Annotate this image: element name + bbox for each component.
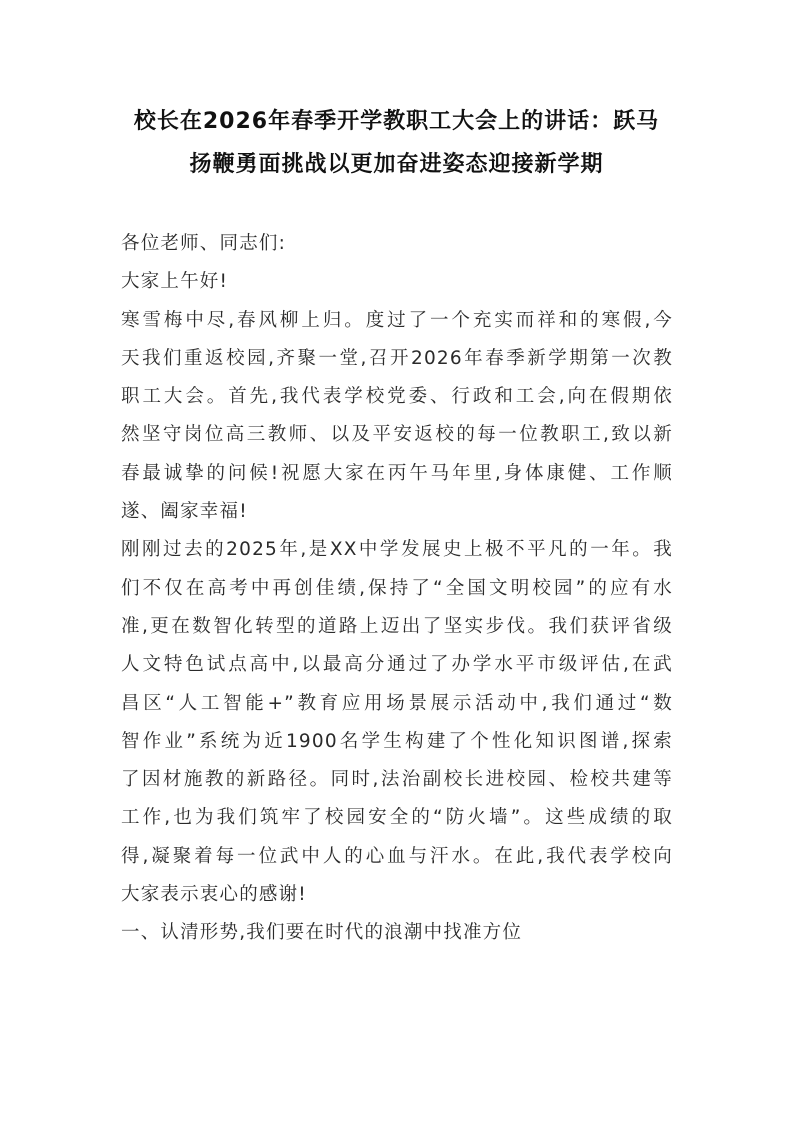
paragraph-line: 们不仅在高考中再创佳绩,保持了“全国文明校园”的应有水 — [121, 577, 673, 599]
paragraph-line: 智作业”系统为近1900名学生构建了个性化知识图谱,探索 — [121, 730, 673, 752]
greeting: 大家上午好! — [121, 271, 229, 293]
section-heading: 一、认清形势,我们要在时代的浪潮中找准方位 — [121, 922, 523, 944]
paragraph-line: 刚刚过去的2025年,是XX中学发展史上极不平凡的一年。我 — [121, 539, 673, 561]
paragraph-line: 工作,也为我们筑牢了校园安全的“防火墙”。这些成绩的取 — [121, 807, 673, 829]
paragraph-line: 准,更在数智化转型的道路上迈出了坚实步伐。我们获评省级 — [121, 615, 673, 637]
paragraph-line: 然坚守岗位高三教师、以及平安返校的每一位教职工,致以新 — [121, 424, 673, 446]
document-title — [100, 100, 693, 186]
paragraph-line: 天我们重返校园,齐聚一堂,召开2026年春季新学期第一次教 — [121, 347, 673, 369]
document-body — [121, 225, 673, 953]
paragraph-line: 职工大会。首先,我代表学校党委、行政和工会,向在假期依 — [121, 386, 673, 408]
paragraph-line: 大家表示衷心的感谢! — [121, 884, 307, 906]
paragraph-line: 了因材施教的新路径。同时,法治副校长进校园、检校共建等 — [121, 769, 673, 791]
paragraph-line: 春最诚挚的问候!祝愿大家在丙午马年里,身体康健、工作顺 — [121, 462, 673, 484]
paragraph-line: 得,凝聚着每一位武中人的心血与汗水。在此,我代表学校向 — [121, 845, 673, 867]
salutation: 各位老师、同志们: — [121, 233, 287, 254]
title-line: 扬鞭勇面挑战以更加奋进姿态迎接新学期 — [189, 152, 604, 177]
paragraph-line: 寒雪梅中尽,春风柳上归。度过了一个充实而祥和的寒假,今 — [121, 309, 673, 331]
paragraph-line: 人文特色试点高中,以最高分通过了办学水平市级评估,在武 — [121, 654, 673, 676]
paragraph-line: 昌区“人工智能+”教育应用场景展示活动中,我们通过“数 — [121, 692, 673, 714]
title-line: 校长在2026年春季开学教职工大会上的讲话：跃马 — [133, 109, 660, 134]
paragraph-line: 遂、阖家幸福! — [121, 501, 248, 523]
